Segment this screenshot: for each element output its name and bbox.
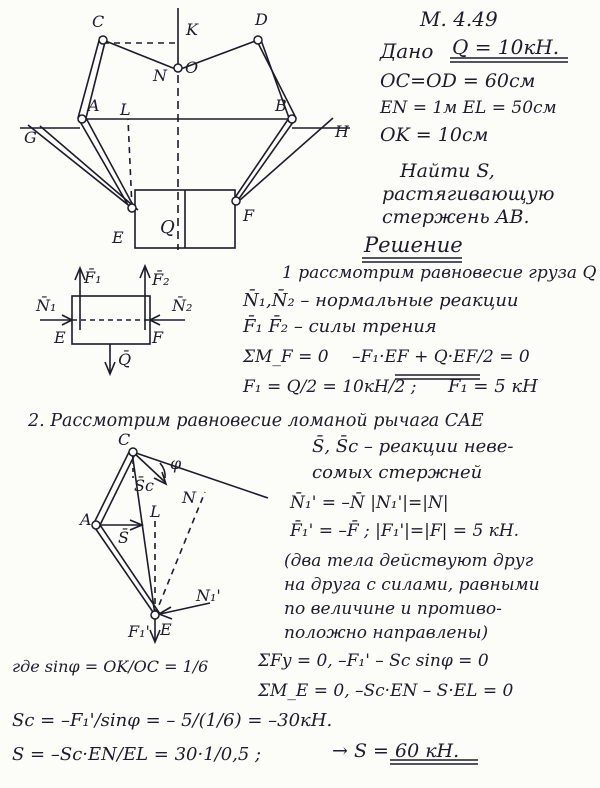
note-line-2: на друга с силами, равными [284, 575, 540, 595]
fig2-label-f: F [152, 328, 164, 347]
fig1-label-l: L [120, 100, 131, 119]
fig2-label-q: Q̄ [118, 350, 132, 369]
fig1-label-g: G [24, 128, 37, 147]
sc-equation: Sc = –F₁'/sinφ = – 5/(1/6) = –30кН. [12, 710, 333, 731]
step-1: 1 рассмотрим равновесие груза Q [282, 263, 597, 283]
stem-reactions-2: сомых стержней [312, 462, 483, 483]
f1-result: F₁ = 5 кН [448, 376, 538, 397]
n-prime: N̄₁' = –N̄ |N₁'|=|N| [290, 493, 449, 513]
fig1-label-o: O [185, 58, 199, 77]
fig1-label-q: Q [160, 217, 175, 238]
friction-forces: F̄₁ F̄₂ – силы трения [243, 316, 437, 337]
given-heading: Дано [380, 39, 434, 63]
note-line-1: (два тела действуют друг [284, 551, 534, 571]
stem-reactions-1: S̄, S̄c – реакции неве- [312, 436, 514, 457]
fig1-label-b: B [275, 96, 287, 115]
sum-fy: ΣFy = 0, –F₁' – Sc sinφ = 0 [258, 651, 489, 671]
problem-number: М. 4.49 [420, 7, 498, 31]
fig3-label-a: A [80, 510, 92, 529]
given-ok: OK = 10см [380, 124, 489, 146]
normal-reactions: N̄₁,N̄₂ – нормальные реакции [243, 290, 519, 311]
step-2: 2. Рассмотрим равновесие ломаной рычага CAE [28, 411, 484, 431]
s-result: → S = 60 кН. [332, 740, 460, 762]
fig2-label-n2: N̄₂ [172, 296, 193, 315]
fig2-label-n1: N̄₁ [36, 296, 57, 315]
given-en-el: EN = 1м EL = 50см [380, 98, 557, 118]
fig1-label-a: A [88, 96, 100, 115]
fig1-label-k: K [186, 20, 198, 39]
given-oc-od: OC=OD = 60см [380, 70, 536, 92]
fig3-label-s: S̄ [118, 528, 129, 547]
sum-me: ΣM_E = 0, –Sc·EN – S·EL = 0 [258, 681, 514, 701]
find-line-2: растягивающую [382, 183, 555, 205]
note-line-4: положно направлены) [284, 623, 489, 643]
fig3-label-l: L [150, 502, 161, 521]
fig3-label-sc: S̄c [134, 476, 154, 495]
fig1-label-h: H [335, 122, 349, 141]
f1-calc: F₁ = Q/2 = 10кН/2 ; [243, 377, 417, 397]
moment-sum: ΣM_F = 0 [243, 347, 329, 367]
solution-heading: Решение [364, 233, 463, 257]
fig2-label-e: E [54, 328, 66, 347]
fig2-label-f2: F̄₂ [152, 270, 170, 289]
sin-phi: где sinφ = OK/OC = 1/6 [12, 657, 209, 676]
fig1-label-n: N [153, 66, 167, 85]
fig3-label-phi: φ [170, 454, 182, 473]
find-line-1: Найти S, [400, 160, 495, 182]
fig3-label-f1p: F₁' [128, 622, 150, 641]
find-line-3: стержень AB. [382, 206, 530, 228]
fig2-label-f1: F̄₁ [84, 268, 102, 287]
f-prime: F̄₁' = –F̄ ; |F₁'|=|F| = 5 кН. [290, 521, 520, 541]
note-line-3: по величине и противо- [284, 599, 502, 619]
fig3-label-n1p: N₁' [196, 586, 221, 605]
fig3-label-n: N [182, 488, 196, 507]
fig3-label-c: C [118, 430, 131, 449]
fig1-label-c: C [92, 12, 105, 31]
fig1-label-d: D [255, 10, 268, 29]
s-equation: S = –Sc·EN/EL = 30·1/0,5 ; [12, 744, 262, 765]
fig1-label-f: F [243, 206, 255, 225]
moment-equation: –F₁·EF + Q·EF/2 = 0 [352, 347, 530, 367]
fig1-label-e: E [112, 228, 124, 247]
given-q: Q = 10кН. [452, 35, 560, 59]
fig3-label-e: E [160, 620, 172, 639]
